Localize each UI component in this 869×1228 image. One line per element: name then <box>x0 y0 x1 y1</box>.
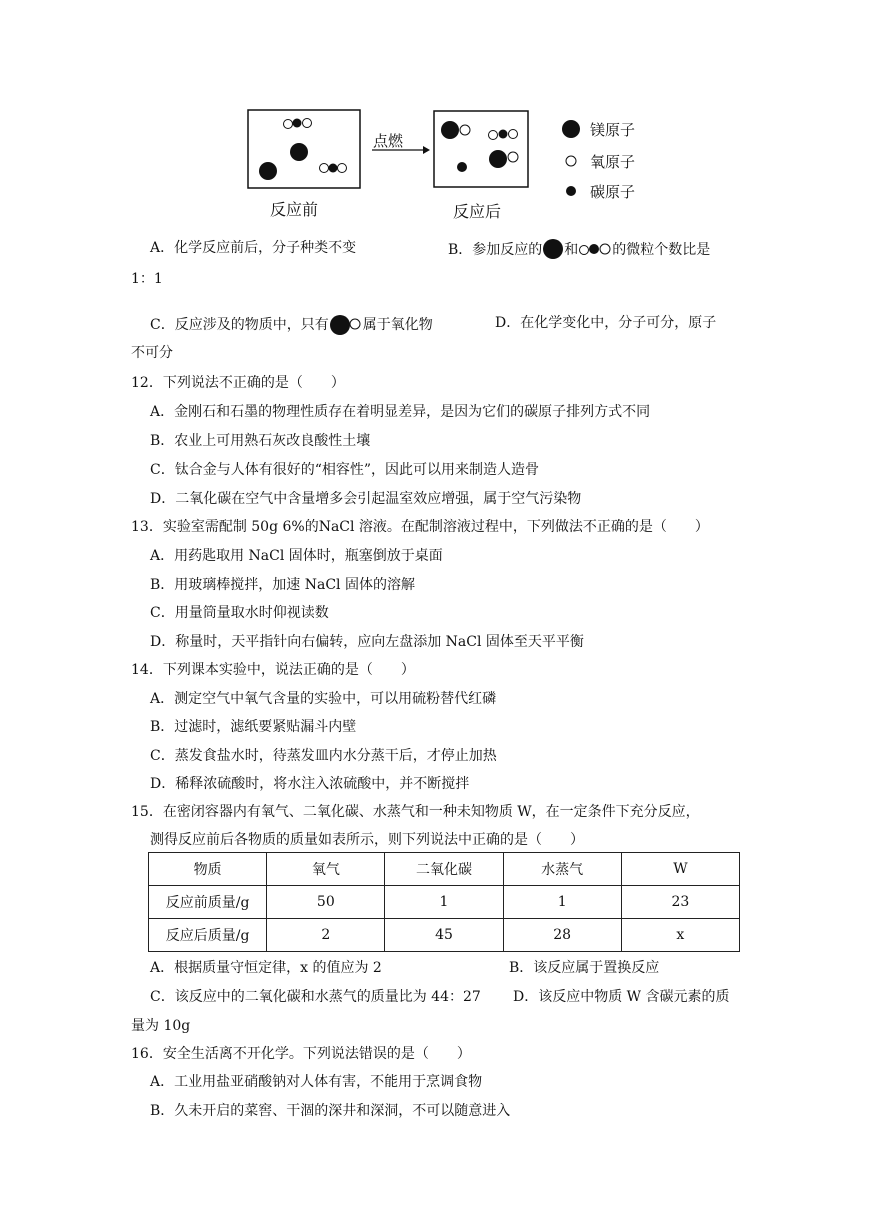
q11-option-b-text1: B．参加反应的 <box>448 242 543 258</box>
magnesium-atom-icon <box>542 239 564 261</box>
q14-option-d: D．稀释浓硫酸时，将水注入浓硫酸中，并不断搅拌 <box>150 776 470 792</box>
q15-stem-line1: 15．在密闭容器内有氧气、二氧化碳、水蒸气和一种未知物质 W，在一定条件下充分反应， <box>131 804 700 820</box>
q14-option-a: A．测定空气中氧气含量的实验中，可以用硫粉替代红磷 <box>150 691 497 707</box>
legend-carbon-icon <box>566 186 576 196</box>
table-header-cell: W <box>621 853 739 886</box>
table-cell: 反应后质量/g <box>149 919 267 952</box>
q14-stem: 14．下列课本实验中，说法正确的是（ ） <box>131 662 415 678</box>
q15-mass-table <box>148 852 740 952</box>
before-label: 反应前 <box>270 200 319 219</box>
q15-option-d: D．该反应中物质 W 含碳元素的质 <box>513 989 730 1005</box>
legend-oxygen-label: 氧原子 <box>590 153 636 171</box>
q12-option-c: C．钛合金与人体有很好的“相容性”，因此可以用来制造人造骨 <box>150 462 540 478</box>
table-cell: 28 <box>503 919 621 952</box>
oxygen-atom <box>509 130 518 139</box>
oxygen-atom <box>284 120 293 129</box>
oxygen-atom <box>489 131 498 140</box>
table-cell: 2 <box>267 919 385 952</box>
table-cell: 反应前质量/g <box>149 886 267 919</box>
oxygen-atom <box>460 125 470 135</box>
arrow-head <box>423 146 430 154</box>
q16-stem: 16．安全生活离不开化学。下列说法错误的是（ ） <box>131 1046 471 1062</box>
oxygen-atom <box>508 152 518 162</box>
reaction-diagram <box>240 100 660 225</box>
legend-carbon-label: 碳原子 <box>590 183 636 201</box>
q11-option-b-text2: 和 <box>564 242 579 258</box>
table-row <box>149 886 740 919</box>
q14-option-c: C．蒸发食盐水时，待蒸发皿内水分蒸干后，才停止加热 <box>150 748 497 764</box>
q13-option-b: B．用玻璃棒搅拌，加速 NaCl 固体的溶解 <box>150 577 415 593</box>
q11-option-d-cont: 不可分 <box>131 345 173 361</box>
q12-option-b: B．农业上可用熟石灰改良酸性土壤 <box>150 433 371 449</box>
q11-option-a: A．化学反应前后，分子种类不变 <box>150 240 357 256</box>
table-cell: 1 <box>385 886 503 919</box>
legend-magnesium-icon <box>562 120 580 138</box>
table-header-row <box>149 853 740 886</box>
table-cell: 1 <box>503 886 621 919</box>
q13-stem: 13．实验室需配制 50g 6%的NaCl 溶液。在配制溶液过程中，下列做法不正确的是（ ） <box>131 519 709 535</box>
magnesium-atom <box>489 150 507 168</box>
q13-option-a: A．用药匙取用 NaCl 固体时，瓶塞倒放于桌面 <box>150 548 443 564</box>
table-cell: 45 <box>385 919 503 952</box>
arrow-label: 点燃 <box>373 132 404 150</box>
table-header-cell: 氧气 <box>267 853 385 886</box>
table-cell: 50 <box>267 886 385 919</box>
table-cell: x <box>621 919 739 952</box>
q13-option-d: D．称量时，天平指针向右偏转，应向左盘添加 NaCl 固体至天平平衡 <box>150 634 584 650</box>
q11-option-d: D．在化学变化中，分子可分，原子 <box>495 315 717 331</box>
q11-option-c-text1: C．反应涉及的物质中，只有 <box>150 317 329 333</box>
q12-stem: 12．下列说法不正确的是（ ） <box>131 375 345 391</box>
oxygen-atom <box>338 164 347 173</box>
after-label: 反应后 <box>453 202 502 221</box>
carbon-atom <box>457 162 467 172</box>
oxygen-atom <box>303 119 312 128</box>
table-header-cell: 物质 <box>149 853 267 886</box>
legend-magnesium-label: 镁原子 <box>590 121 636 139</box>
legend-oxygen-icon <box>566 156 576 166</box>
magnesium-atom <box>290 143 308 161</box>
mgo-molecule-icon <box>329 313 363 337</box>
carbon-atom <box>293 119 302 128</box>
q16-option-a: A．工业用盐亚硝酸钠对人体有害，不能用于烹调食物 <box>150 1074 483 1090</box>
q16-option-b: B．久未开启的菜窖、干涸的深井和深洞，不可以随意进入 <box>150 1103 511 1119</box>
carbon-atom <box>329 164 338 173</box>
table-cell: 23 <box>621 886 739 919</box>
co2-molecule-icon <box>578 241 612 259</box>
q15-option-a: A．根据质量守恒定律，x 的值应为 2 <box>150 960 382 976</box>
magnesium-atom <box>259 162 277 180</box>
q12-option-d: D．二氧化碳在空气中含量增多会引起温室效应增强，属于空气污染物 <box>150 491 582 507</box>
q11-option-b-cont: 1：1 <box>131 271 163 287</box>
carbon-atom <box>499 130 508 139</box>
q12-option-a: A．金刚石和石墨的物理性质存在着明显差异，是因为它们的碳原子排列方式不同 <box>150 404 651 420</box>
q11-option-b-text3: 的微粒个数比是 <box>612 242 711 258</box>
q14-option-b: B．过滤时，滤纸要紧贴漏斗内壁 <box>150 719 357 735</box>
q15-stem-line2: 测得反应前后各物质的质量如表所示，则下列说法中正确的是（ ） <box>150 832 584 848</box>
q11-option-c-text2: 属于氧化物 <box>362 317 433 333</box>
q15-option-c: C．该反应中的二氧化碳和水蒸气的质量比为 44：27 <box>150 989 481 1005</box>
q11-option-c <box>150 313 433 337</box>
q15-option-b: B．该反应属于置换反应 <box>509 960 660 976</box>
table-header-cell: 二氧化碳 <box>385 853 503 886</box>
table-row <box>149 919 740 952</box>
oxygen-atom <box>320 164 329 173</box>
q13-option-c: C．用量筒量取水时仰视读数 <box>150 605 329 621</box>
q15-option-d-cont: 量为 10g <box>131 1018 191 1034</box>
magnesium-atom <box>441 121 459 139</box>
q11-option-b <box>448 239 710 261</box>
table-header-cell: 水蒸气 <box>503 853 621 886</box>
